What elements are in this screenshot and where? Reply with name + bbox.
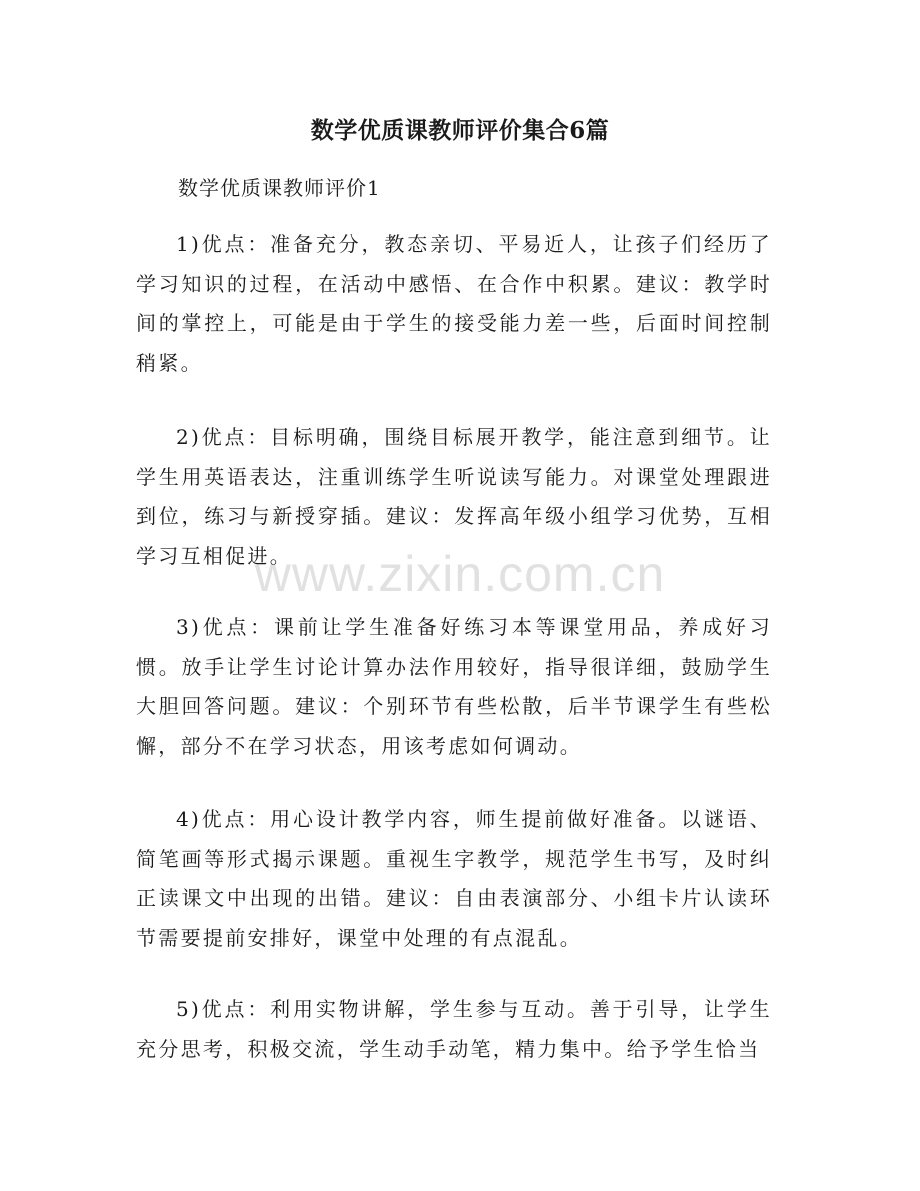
section-heading: 数学优质课教师评价1 (178, 176, 381, 200)
document-title: 数学优质课教师评价集合6篇 (310, 117, 610, 144)
paragraph-1: 1)优点：准备充分，教态亲切、平易近人，让孩子们经历了学习知识的过程，在活动中感悟、在合作中积累。建议：教学时间的掌控上，可能是由于学生的接受能力差一些，后面时间控制稍紧。 (136, 232, 772, 375)
paragraph-2: 2)优点：目标明确，围绕目标展开教学，能注意到细节。让学生用英语表达，注重训练学生听说读写能力。对课堂处理跟进到位，练习与新授穿插。建议：发挥高年级小组学习优势，互相学习互相促进。 (136, 425, 772, 568)
paragraph-4: 4)优点：用心设计教学内容，师生提前做好准备。以谜语、简笔画等形式揭示课题。重视生字教学，规范学生书写，及时纠正读课文中出现的出错。建议：自由表演部分、小组卡片认读环节需要提前安排好，课堂中处理的有点混乱。 (136, 807, 772, 950)
paragraph-5: 5)优点：利用实物讲解，学生参与互动。善于引导，让学生充分思考，积极交流，学生动手动笔，精力集中。给予学生恰当 (136, 997, 772, 1061)
watermark: www.zixin.com.cn (254, 546, 666, 602)
paragraph-3: 3)优点：课前让学生准备好练习本等课堂用品，养成好习惯。放手让学生讨论计算办法作用较好，指导很详细，鼓励学生大胆回答问题。建议：个别环节有些松散，后半节课学生有些松懈，部分不在学习状态，用该考虑如何调动。 (136, 615, 772, 758)
